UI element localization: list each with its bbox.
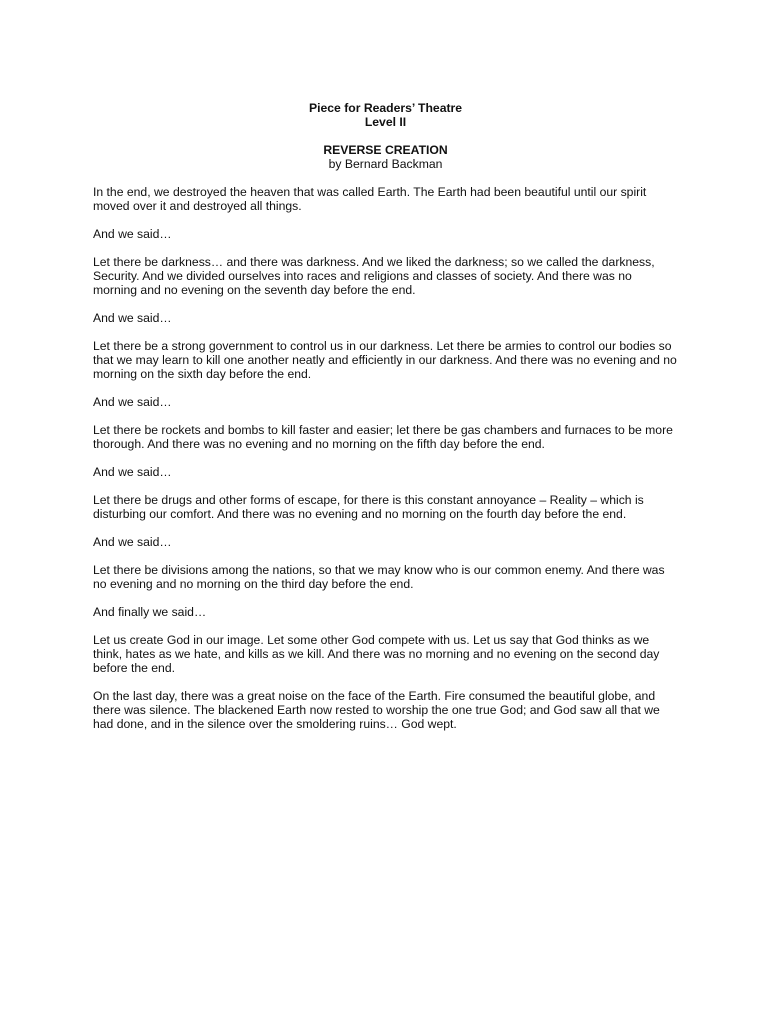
header-line-1: Piece for Readers’ Theatre	[308, 101, 463, 115]
title-block	[93, 143, 678, 171]
document-body	[93, 101, 678, 731]
paragraph: In the end, we destroyed the heaven that was called Earth. The Earth had been beautiful until our spirit moved over it and destroyed all things.	[93, 185, 647, 213]
paragraph: And finally we said…	[93, 605, 207, 619]
paragraph: And we said…	[93, 395, 172, 409]
paragraph: Let there be darkness… and there was darkness. And we liked the darkness; so we called the darkness, Security. And we divided ourselves into races and religions and classes of society. And there was no morning and no evening on the seventh day before the end.	[93, 255, 655, 297]
header-line-2: Level II	[364, 115, 407, 129]
author-byline: by Bernard Backman	[328, 157, 443, 171]
document-title: REVERSE CREATION	[323, 143, 448, 157]
paragraph: On the last day, there was a great noise on the face of the Earth. Fire consumed the beautiful globe, and there was silence. The blackened Earth now rested to worship the one true God; and God saw all that we had done, and in the silence over the smoldering ruins… God wept.	[93, 689, 660, 731]
paragraph: Let us create God in our image. Let some other God compete with us. Let us say that God thinks as we think, hates as we hate, and kills as we kill. And there was no morning and no evening on the second day before the end.	[93, 633, 660, 675]
paragraph: And we said…	[93, 465, 172, 479]
paragraph: Let there be a strong government to control us in our darkness. Let there be armies to control our bodies so that we may learn to kill one another neatly and efficiently in our darkness. And there was no evening and no morning on the sixth day before the end.	[93, 339, 677, 381]
paragraph: Let there be divisions among the nations, so that we may know who is our common enemy. And there was no evening and no morning on the third day before the end.	[93, 563, 665, 591]
paragraph: And we said…	[93, 535, 172, 549]
paragraph: Let there be rockets and bombs to kill faster and easier; let there be gas chambers and furnaces to be more thorough. And there was no evening and no morning on the fifth day before the end.	[93, 423, 673, 451]
paragraph: Let there be drugs and other forms of escape, for there is this constant annoyance – Reality – which is disturbing our comfort. And there was no evening and no morning on the fourth day before the end.	[93, 493, 644, 521]
paragraph: And we said…	[93, 227, 172, 241]
paragraph: And we said…	[93, 311, 172, 325]
